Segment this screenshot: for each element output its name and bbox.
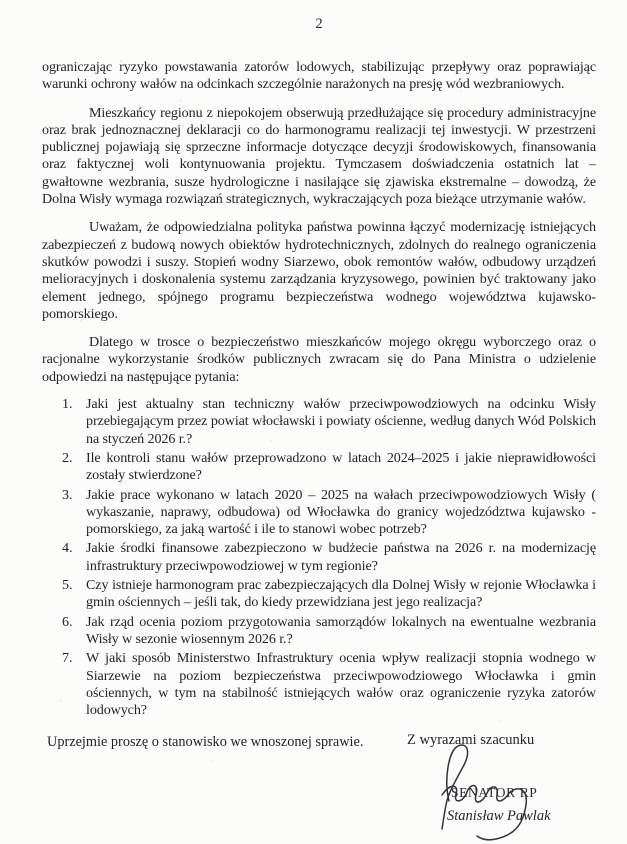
- list-item: Jakie środki finansowe zabezpieczono w budżecie państwa na 2026 r. na modernizację infrastruktury przeciwpowodziowej w tym regionie?: [86, 540, 596, 574]
- page-number: 2: [315, 16, 323, 32]
- list-item: Ile kontroli stanu wałów przeprowadzono w latach 2024–2025 i jakie nieprawidłowości zostały stwierdzone?: [86, 449, 596, 484]
- letter-body: [42, 59, 596, 386]
- paragraph-policy-opinion: Uważam, że odpowiedzialna polityka państwa powinna łączyć modernizację istniejących zabezpieczeń z budową nowych obiektów hydrotechnicznych, zdolnych do realnego ograniczenia skutków powodzi i suszy. Stopień wodny Siarzewo, obok remontów wałów, odbudowy urządzeń melioracyjnych i doskonalenia systemu zarządzania kryzysowego, powinien być traktowany jako element jednego, spójnego programu bezpieczeństwa wodnego województwa kujawsko-pomorskiego.: [42, 219, 596, 322]
- salutation: Z wyrazami szacunku: [407, 732, 535, 748]
- list-item: Jakie prace wykonano w latach 2020 – 2025 na wałach przeciwpowodziowych Wisły ( wykaszanie, naprawy, odbudowa) od Włocławka do granicy wojedzództwa kujawsko - pomorskiego, za jaką wartość i ile to stanowi wobec potrzeb?: [86, 486, 596, 538]
- scan-noise: [120, 60, 122, 62]
- signature-block: [0, 730, 627, 844]
- signature-title: SENATOR RP: [451, 785, 538, 800]
- paragraph-continuation: ograniczając ryzyko powstawania zatorów lodowych, stabilizując przepływy oraz poprawiając warunki ochrony wałów na odcinkach szczególnie narażonych na presję wód wezbraniowych.: [42, 59, 596, 93]
- paragraph-request-intro: Dlatego w trosce o bezpieczeństwo mieszkańców mojego okręgu wyborczego oraz o racjonalne wykorzystanie środków publicznych zwracam się do Pana Ministra o udzielenie odpowiedzi na następujące pytania:: [42, 334, 596, 385]
- list-item: Jaki jest aktualny stan techniczny wałów przeciwpowodziowych na odcinku Wisły przebiegającym przez powiat włocławski i powiaty ościenne, według danych Wód Polskich na styczeń 2026 r.?: [86, 396, 596, 447]
- list-item: Jak rząd ocenia poziom przygotowania samorządów lokalnych na ewentualne wezbrania Wisły w sezonie wiosennym 2026 r.?: [86, 613, 596, 647]
- paragraph-residents-concern: Mieszkańcy regionu z niepokojem obserwują przedłużające się procedury administracyjne oraz brak jednoznacznej deklaracji co do harmonogramu realizacji tej inwestycji. W przestrzeni publicznej pojawiają się sprzeczne informacje dotyczące decyzji środowiskowych, finansowania oraz faktycznej woli kontynuowania projektu. Tymczasem doświadczenia ostatnich lat – gwałtowne wezbrania, susze hydrologiczne i nasilające się zjawiska ekstremalne – dowodzą, że Dolna Wisły wymaga rozwiązań strategicznych, wykraczających poza bieżące utrzymanie wałów.: [42, 104, 596, 208]
- question-list: [42, 396, 596, 719]
- list-item: W jaki sposób Ministerstwo Infrastruktury ocenia wpływ realizacji stopnia wodnego w Siarzewie na poziom bezpieczeństwa przeciwpowodziowego Włocławka i gmin ościennych, w tym na stabilność istniejących wałów oraz ograniczenie ryzyka zatorów lodowych?: [86, 650, 596, 719]
- list-item: Czy istnieje harmonogram prac zabezpieczających dla Dolnej Wisły w rejonie Włocławka i gmin ościennych – jeśli tak, do kiedy przewidziana jest jego realizacja?: [86, 577, 596, 611]
- signature-name: Stanisław Pawlak: [447, 808, 551, 824]
- closing-request: Uprzejmie proszę o stanowisko we wnoszonej sprawie.: [47, 734, 364, 751]
